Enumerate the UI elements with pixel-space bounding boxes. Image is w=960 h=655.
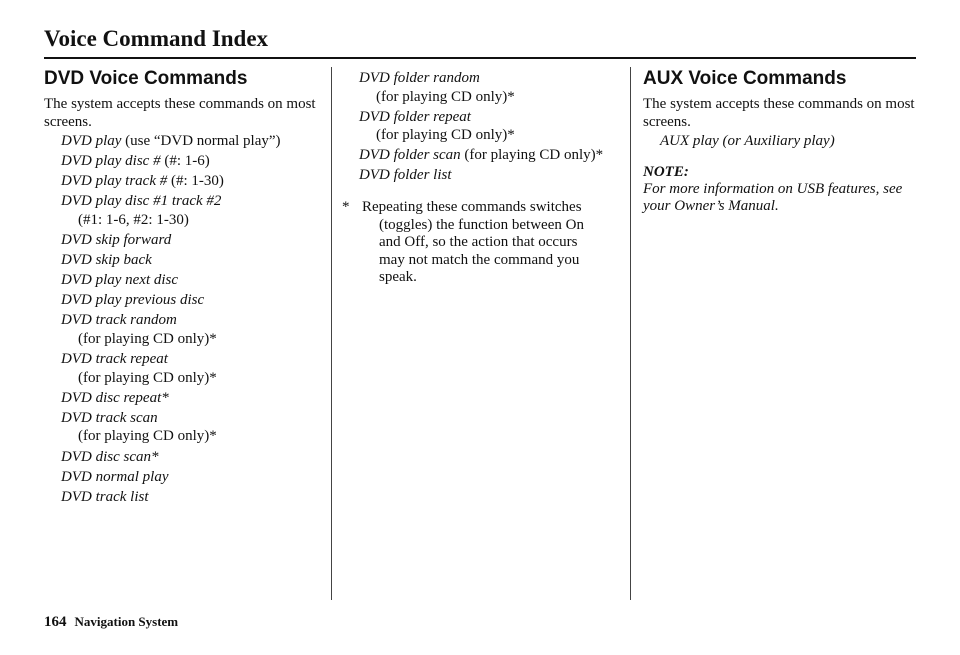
dvd-command-list [44, 132, 324, 506]
command-text: DVD play disc # [61, 153, 161, 170]
command-item [61, 152, 324, 171]
command-text: DVD track scan [61, 409, 158, 426]
command-item [61, 448, 324, 467]
command-text: DVD play track # [61, 173, 168, 190]
command-text: DVD folder random [359, 70, 480, 86]
command-text: DVD disc scan* [61, 448, 159, 465]
command-text: DVD folder list [359, 167, 452, 184]
command-note: (use “DVD normal play”) [121, 133, 281, 149]
command-text: DVD track random [61, 312, 177, 329]
command-text: DVD folder repeat [359, 108, 471, 125]
aux-section-heading: AUX Voice Commands [643, 68, 847, 89]
command-note: (#1: 1-6, #2: 1-30) [78, 211, 189, 228]
command-note: (for playing CD only)* [460, 147, 604, 164]
command-item [61, 251, 324, 270]
command-item [61, 409, 324, 446]
command-text: DVD skip forward [61, 231, 172, 248]
page-footer [44, 613, 178, 631]
command-text: DVD folder scan [359, 147, 461, 164]
aux-intro: The system accepts these commands on most screens. [643, 96, 915, 130]
command-note: (#: 1-6) [160, 153, 210, 170]
footnote-line: speak. [379, 269, 417, 286]
command-text: DVD play [61, 133, 122, 149]
dvd-commands-continued-column [342, 65, 627, 287]
footnote-line: and Off, so the action that occurs [379, 234, 578, 251]
title-divider [44, 57, 916, 59]
command-text: DVD skip back [61, 252, 152, 269]
dvd-commands-column [44, 65, 324, 508]
command-item [61, 488, 324, 507]
command-text: DVD play previous disc [61, 292, 205, 309]
command-text: DVD track repeat [61, 351, 168, 368]
footnote-marker: * [342, 199, 350, 216]
command-text: DVD track list [61, 488, 149, 505]
column-divider-2 [630, 67, 631, 600]
note-label: NOTE: [643, 163, 689, 180]
command-item [61, 172, 324, 191]
command-item [61, 350, 324, 387]
command-note: (for playing CD only)* [376, 88, 515, 105]
command-item [61, 132, 324, 151]
command-item [359, 166, 627, 185]
aux-command: AUX play (or Auxiliary play) [660, 133, 835, 149]
command-item [359, 146, 627, 165]
dvd-section-heading: DVD Voice Commands [44, 68, 248, 89]
aux-commands-column [643, 65, 933, 216]
page-number: 164 [44, 614, 67, 630]
command-note: (for playing CD only)* [376, 127, 515, 144]
command-item [359, 69, 627, 106]
command-text: DVD disc repeat* [61, 389, 169, 406]
dvd-intro: The system accepts these commands on most screens. [44, 96, 316, 130]
footer-label: Navigation System [74, 614, 179, 629]
command-text: DVD play next disc [61, 272, 179, 289]
footnote-line: (toggles) the function between On [379, 216, 584, 233]
command-item [61, 192, 324, 229]
command-item [61, 231, 324, 250]
command-note: (#: 1-30) [167, 173, 224, 190]
command-item [359, 108, 627, 145]
column-divider-1 [331, 67, 332, 600]
command-item [61, 389, 324, 408]
command-note: (for playing CD only)* [78, 428, 217, 445]
footnote-line: Repeating these commands switches [362, 199, 582, 216]
dvd-command-list-continued [342, 69, 627, 185]
command-item [61, 311, 324, 348]
command-text: DVD play disc #1 track #2 [61, 193, 222, 210]
command-text: DVD normal play [61, 468, 169, 485]
command-item [61, 291, 324, 310]
command-item [61, 271, 324, 290]
page-title: Voice Command Index [44, 26, 269, 51]
footnote [342, 199, 627, 287]
footnote-line: may not match the command you [379, 251, 580, 268]
command-item [61, 468, 324, 487]
note-text: For more information on USB features, see your Owner’s Manual. [643, 180, 903, 215]
command-note: (for playing CD only)* [78, 369, 217, 386]
command-note: (for playing CD only)* [78, 330, 217, 347]
